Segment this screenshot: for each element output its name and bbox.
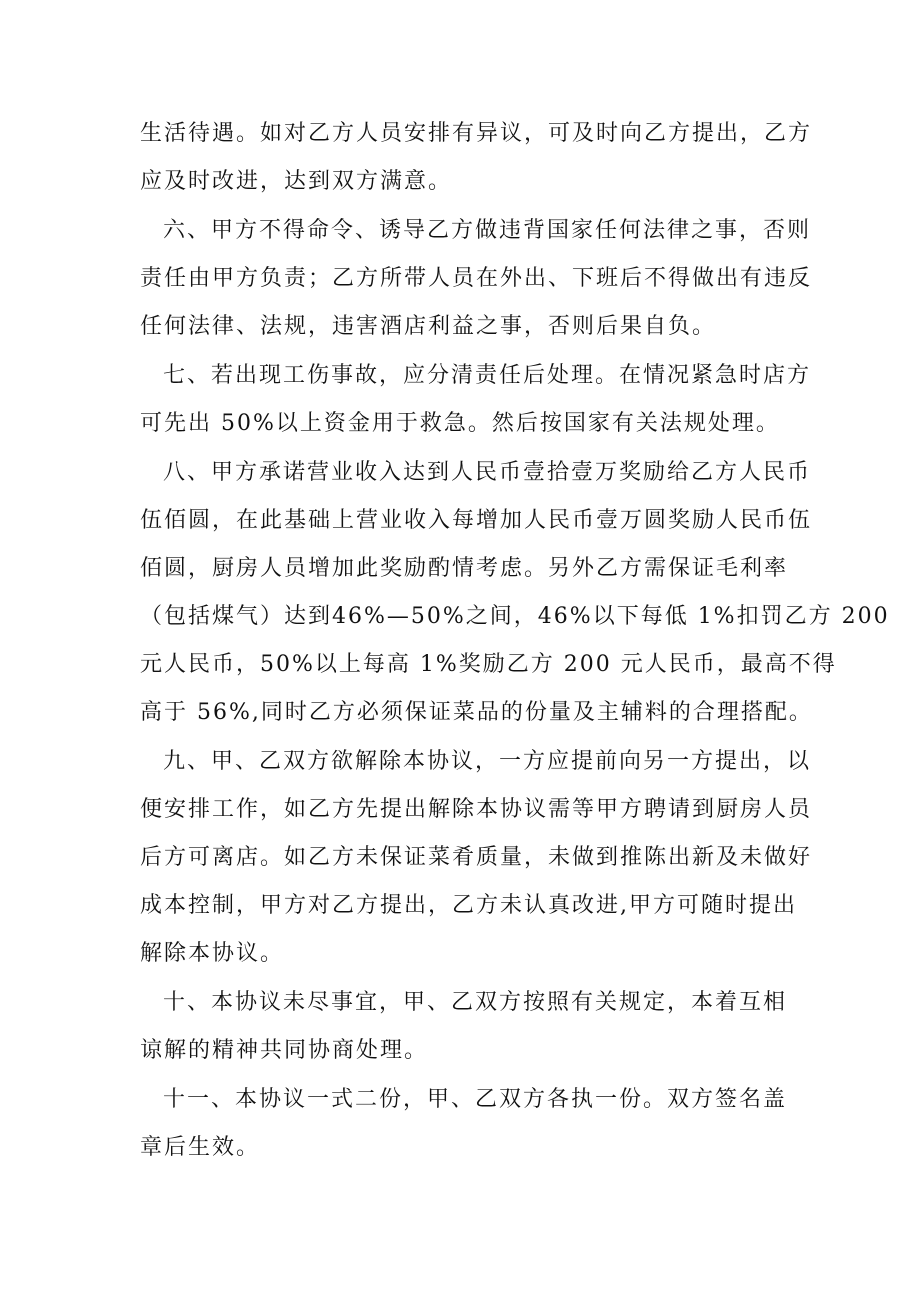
text-line: 成本控制，甲方对乙方提出，乙方未认真改进,甲方可随时提出	[140, 893, 797, 918]
paragraph-clause-7	[140, 352, 812, 448]
text-line: 便安排工作，如乙方先提出解除本协议需等甲方聘请到厨房人员	[140, 797, 813, 822]
text-line: 九、甲、乙双方欲解除本协议，一方应提前向另一方提出，以	[163, 749, 812, 774]
text-line: 六、甲方不得命令、诱导乙方做违背国家任何法律之事，否则	[163, 218, 812, 243]
paragraph-clause-11	[140, 1076, 790, 1172]
paragraph-continued	[140, 110, 813, 206]
text-line: 七、若出现工伤事故，应分清责任后处理。在情况紧急时店方	[163, 363, 812, 388]
text-line: 生活待遇。如对乙方人员安排有异议，可及时向乙方提出，乙方	[140, 121, 813, 146]
text-line: 任何法律、法规，违害酒店利益之事，否则后果自负。	[140, 314, 717, 339]
text-line: 佰圆，厨房人员增加此奖励酌情考虑。另外乙方需保证毛利率	[140, 556, 789, 581]
paragraph-clause-10	[140, 979, 790, 1075]
text-line: 伍佰圆，在此基础上营业收入每增加人民币壹万圆奖励人民币伍	[140, 508, 813, 533]
text-line: 责任由甲方负责；乙方所带人员在外出、下班后不得做出有违反	[140, 266, 813, 291]
text-line: 应及时改进，达到双方满意。	[140, 169, 453, 194]
document-page	[140, 110, 890, 1173]
text-line: 章后生效。	[140, 1135, 261, 1160]
text-line: 八、甲方承诺营业收入达到人民币壹拾壹万奖励给乙方人民币	[163, 460, 812, 485]
text-line: 十一、本协议一式二份，甲、乙双方各执一份。双方签名盖	[163, 1087, 788, 1112]
text-line: 元人民币，50%以上每高 1%奖励乙方 200 元人民币，最高不得	[140, 652, 837, 677]
text-line: 后方可离店。如乙方未保证菜肴质量，未做到推陈出新及未做好	[140, 845, 813, 870]
paragraph-clause-9	[140, 738, 813, 978]
paragraph-clause-6	[140, 207, 813, 351]
text-line: 解除本协议。	[140, 941, 285, 966]
text-line: 谅解的精神共同协商处理。	[140, 1038, 429, 1063]
text-line: 可先出 50%以上资金用于救急。然后按国家有关法规处理。	[140, 411, 780, 436]
text-line: （包括煤气）达到46%—50%之间，46%以下每低 1%扣罚乙方 200	[140, 604, 890, 629]
text-line: 高于 56%,同时乙方必须保证菜品的份量及主辅料的合理搭配。	[140, 700, 813, 725]
text-line: 十、本协议未尽事宜，甲、乙双方按照有关规定，本着互相	[163, 990, 788, 1015]
paragraph-clause-8	[140, 449, 890, 737]
